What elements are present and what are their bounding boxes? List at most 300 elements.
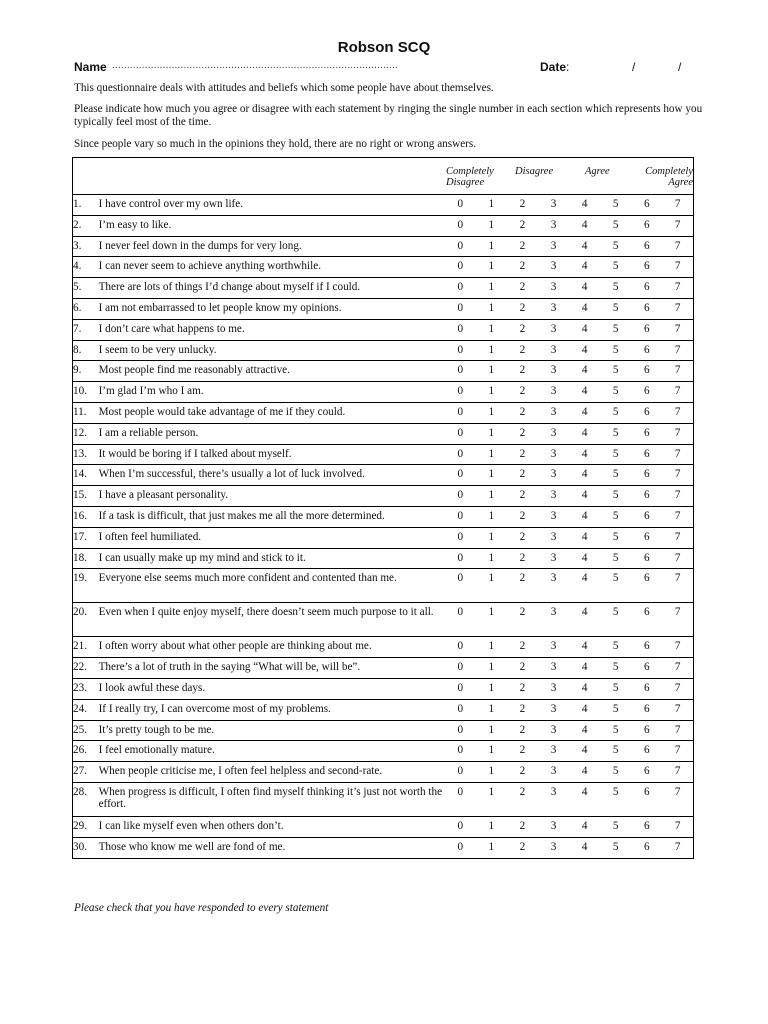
rating-option-3[interactable]: 3: [538, 816, 569, 837]
rating-option-5[interactable]: 5: [600, 816, 631, 837]
rating-option-7[interactable]: 7: [662, 782, 693, 816]
rating-option-3[interactable]: 3: [538, 340, 569, 361]
rating-option-5[interactable]: 5: [600, 423, 631, 444]
item-number: 28.: [73, 782, 99, 816]
rating-option-5[interactable]: 5: [600, 678, 631, 699]
rating-option-7[interactable]: 7: [662, 340, 693, 361]
rating-option-6[interactable]: 6: [631, 278, 662, 299]
rating-option-6[interactable]: 6: [631, 382, 662, 403]
rating-option-2[interactable]: 2: [507, 837, 538, 858]
name-label: Name: [74, 60, 107, 74]
item-number: 15.: [73, 486, 99, 507]
rating-option-2[interactable]: 2: [507, 548, 538, 569]
rating-option-4[interactable]: 4: [569, 215, 600, 236]
rating-option-7[interactable]: 7: [662, 361, 693, 382]
rating-option-7[interactable]: 7: [662, 465, 693, 486]
rating-option-0[interactable]: 0: [445, 699, 476, 720]
item-statement: Those who know me well are fond of me.: [99, 837, 445, 858]
rating-option-5[interactable]: 5: [600, 637, 631, 658]
rating-option-0[interactable]: 0: [445, 195, 476, 216]
intro-text-2: Please indicate how much you agree or disagree with each statement by ringing the single number in each section which represents how you typically feel most of the time.: [74, 103, 703, 128]
rating-option-6[interactable]: 6: [631, 782, 662, 816]
rating-option-4[interactable]: 4: [569, 658, 600, 679]
rating-option-7[interactable]: 7: [662, 319, 693, 340]
item-number: 12.: [73, 423, 99, 444]
rating-option-7[interactable]: 7: [662, 215, 693, 236]
rating-option-5[interactable]: 5: [600, 319, 631, 340]
rating-option-3[interactable]: 3: [538, 423, 569, 444]
rating-option-4[interactable]: 4: [569, 762, 600, 783]
rating-option-7[interactable]: 7: [662, 603, 693, 637]
rating-option-1[interactable]: 1: [476, 257, 507, 278]
rating-option-5[interactable]: 5: [600, 382, 631, 403]
rating-option-3[interactable]: 3: [538, 361, 569, 382]
rating-option-2[interactable]: 2: [507, 423, 538, 444]
rating-option-2[interactable]: 2: [507, 720, 538, 741]
rating-option-6[interactable]: 6: [631, 340, 662, 361]
rating-option-4[interactable]: 4: [569, 278, 600, 299]
rating-option-6[interactable]: 6: [631, 444, 662, 465]
rating-option-2[interactable]: 2: [507, 762, 538, 783]
rating-option-2[interactable]: 2: [507, 782, 538, 816]
item-number: 29.: [73, 816, 99, 837]
rating-option-1[interactable]: 1: [476, 603, 507, 637]
rating-option-1[interactable]: 1: [476, 506, 507, 527]
rating-option-7[interactable]: 7: [662, 816, 693, 837]
item-statement: I am not embarrassed to let people know my opinions.: [99, 298, 445, 319]
rating-option-3[interactable]: 3: [538, 319, 569, 340]
rating-option-2[interactable]: 2: [507, 361, 538, 382]
rating-option-6[interactable]: 6: [631, 402, 662, 423]
item-number: 1.: [73, 195, 99, 216]
rating-option-7[interactable]: 7: [662, 298, 693, 319]
rating-option-0[interactable]: 0: [445, 506, 476, 527]
rating-option-4[interactable]: 4: [569, 298, 600, 319]
rating-option-4[interactable]: 4: [569, 340, 600, 361]
rating-option-2[interactable]: 2: [507, 319, 538, 340]
rating-option-1[interactable]: 1: [476, 486, 507, 507]
rating-option-0[interactable]: 0: [445, 298, 476, 319]
rating-option-5[interactable]: 5: [600, 236, 631, 257]
item-statement: Everyone else seems much more confident and contented than me.: [99, 569, 445, 603]
rating-option-2[interactable]: 2: [507, 298, 538, 319]
rating-option-1[interactable]: 1: [476, 402, 507, 423]
rating-option-0[interactable]: 0: [445, 603, 476, 637]
rating-option-0[interactable]: 0: [445, 637, 476, 658]
item-statement: I never feel down in the dumps for very long.: [99, 236, 445, 257]
rating-option-4[interactable]: 4: [569, 444, 600, 465]
item-statement: I’m glad I’m who I am.: [99, 382, 445, 403]
rating-option-5[interactable]: 5: [600, 603, 631, 637]
rating-option-6[interactable]: 6: [631, 816, 662, 837]
rating-option-5[interactable]: 5: [600, 527, 631, 548]
rating-option-7[interactable]: 7: [662, 382, 693, 403]
rating-option-4[interactable]: 4: [569, 837, 600, 858]
table-row: [73, 816, 694, 837]
rating-option-6[interactable]: 6: [631, 603, 662, 637]
name-field[interactable]: ................................................................................................: [112, 60, 398, 71]
rating-option-6[interactable]: 6: [631, 741, 662, 762]
rating-option-4[interactable]: 4: [569, 699, 600, 720]
table-row: [73, 658, 694, 679]
table-row: [73, 298, 694, 319]
rating-option-6[interactable]: 6: [631, 699, 662, 720]
rating-option-3[interactable]: 3: [538, 486, 569, 507]
table-row: [73, 678, 694, 699]
rating-option-7[interactable]: 7: [662, 548, 693, 569]
rating-option-1[interactable]: 1: [476, 298, 507, 319]
rating-option-3[interactable]: 3: [538, 720, 569, 741]
rating-option-5[interactable]: 5: [600, 658, 631, 679]
rating-option-6[interactable]: 6: [631, 195, 662, 216]
item-number: 21.: [73, 637, 99, 658]
rating-option-6[interactable]: 6: [631, 720, 662, 741]
rating-option-7[interactable]: 7: [662, 762, 693, 783]
rating-option-3[interactable]: 3: [538, 548, 569, 569]
rating-option-1[interactable]: 1: [476, 423, 507, 444]
rating-option-0[interactable]: 0: [445, 465, 476, 486]
item-statement: Most people find me reasonably attractive.: [99, 361, 445, 382]
rating-option-0[interactable]: 0: [445, 658, 476, 679]
rating-option-4[interactable]: 4: [569, 361, 600, 382]
rating-option-2[interactable]: 2: [507, 678, 538, 699]
rating-option-6[interactable]: 6: [631, 361, 662, 382]
rating-option-6[interactable]: 6: [631, 569, 662, 603]
rating-option-4[interactable]: 4: [569, 465, 600, 486]
rating-option-1[interactable]: 1: [476, 678, 507, 699]
table-row: [73, 637, 694, 658]
rating-option-7[interactable]: 7: [662, 195, 693, 216]
rating-option-4[interactable]: 4: [569, 257, 600, 278]
rating-option-2[interactable]: 2: [507, 741, 538, 762]
rating-option-3[interactable]: 3: [538, 837, 569, 858]
rating-option-7[interactable]: 7: [662, 402, 693, 423]
rating-option-4[interactable]: 4: [569, 678, 600, 699]
rating-option-3[interactable]: 3: [538, 382, 569, 403]
item-statement: I seem to be very unlucky.: [99, 340, 445, 361]
date-label: Date:: [540, 60, 570, 74]
rating-option-5[interactable]: 5: [600, 402, 631, 423]
rating-option-2[interactable]: 2: [507, 569, 538, 603]
rating-option-2[interactable]: 2: [507, 278, 538, 299]
rating-option-3[interactable]: 3: [538, 699, 569, 720]
rating-option-0[interactable]: 0: [445, 423, 476, 444]
rating-option-3[interactable]: 3: [538, 402, 569, 423]
table-row: [73, 361, 694, 382]
rating-option-1[interactable]: 1: [476, 720, 507, 741]
table-row: [73, 444, 694, 465]
rating-option-3[interactable]: 3: [538, 782, 569, 816]
item-statement: I’m easy to like.: [99, 215, 445, 236]
rating-option-4[interactable]: 4: [569, 548, 600, 569]
rating-option-1[interactable]: 1: [476, 215, 507, 236]
rating-option-2[interactable]: 2: [507, 637, 538, 658]
rating-option-0[interactable]: 0: [445, 782, 476, 816]
rating-option-3[interactable]: 3: [538, 762, 569, 783]
rating-option-7[interactable]: 7: [662, 837, 693, 858]
rating-option-6[interactable]: 6: [631, 548, 662, 569]
rating-option-7[interactable]: 7: [662, 486, 693, 507]
rating-option-3[interactable]: 3: [538, 298, 569, 319]
item-number: 16.: [73, 506, 99, 527]
rating-option-5[interactable]: 5: [600, 486, 631, 507]
rating-option-5[interactable]: 5: [600, 548, 631, 569]
rating-option-5[interactable]: 5: [600, 762, 631, 783]
rating-option-3[interactable]: 3: [538, 569, 569, 603]
rating-option-1[interactable]: 1: [476, 837, 507, 858]
rating-option-2[interactable]: 2: [507, 215, 538, 236]
scale-header-row: [73, 158, 694, 195]
rating-option-2[interactable]: 2: [507, 486, 538, 507]
item-statement: Even when I quite enjoy myself, there doesn’t seem much purpose to it all.: [99, 603, 445, 637]
rating-option-1[interactable]: 1: [476, 319, 507, 340]
rating-option-5[interactable]: 5: [600, 465, 631, 486]
rating-option-0[interactable]: 0: [445, 816, 476, 837]
item-number: 23.: [73, 678, 99, 699]
rating-option-4[interactable]: 4: [569, 506, 600, 527]
rating-option-7[interactable]: 7: [662, 444, 693, 465]
table-row: [73, 195, 694, 216]
rating-option-7[interactable]: 7: [662, 678, 693, 699]
item-number: 18.: [73, 548, 99, 569]
rating-option-4[interactable]: 4: [569, 720, 600, 741]
rating-option-4[interactable]: 4: [569, 382, 600, 403]
name-date-line: [74, 60, 694, 76]
rating-option-5[interactable]: 5: [600, 340, 631, 361]
rating-option-0[interactable]: 0: [445, 278, 476, 299]
item-number: 7.: [73, 319, 99, 340]
rating-option-0[interactable]: 0: [445, 215, 476, 236]
rating-option-0[interactable]: 0: [445, 444, 476, 465]
item-statement: I have a pleasant personality.: [99, 486, 445, 507]
rating-option-7[interactable]: 7: [662, 527, 693, 548]
rating-option-0[interactable]: 0: [445, 569, 476, 603]
rating-option-6[interactable]: 6: [631, 506, 662, 527]
rating-option-3[interactable]: 3: [538, 637, 569, 658]
rating-option-2[interactable]: 2: [507, 527, 538, 548]
rating-option-6[interactable]: 6: [631, 257, 662, 278]
rating-option-0[interactable]: 0: [445, 402, 476, 423]
rating-option-6[interactable]: 6: [631, 423, 662, 444]
rating-option-3[interactable]: 3: [538, 741, 569, 762]
rating-option-1[interactable]: 1: [476, 782, 507, 816]
rating-option-2[interactable]: 2: [507, 340, 538, 361]
rating-option-3[interactable]: 3: [538, 603, 569, 637]
rating-option-6[interactable]: 6: [631, 527, 662, 548]
rating-option-1[interactable]: 1: [476, 195, 507, 216]
rating-option-4[interactable]: 4: [569, 402, 600, 423]
rating-option-7[interactable]: 7: [662, 720, 693, 741]
rating-option-5[interactable]: 5: [600, 699, 631, 720]
rating-option-1[interactable]: 1: [476, 527, 507, 548]
table-row: [73, 762, 694, 783]
rating-option-5[interactable]: 5: [600, 444, 631, 465]
rating-option-1[interactable]: 1: [476, 465, 507, 486]
rating-option-7[interactable]: 7: [662, 423, 693, 444]
rating-option-2[interactable]: 2: [507, 402, 538, 423]
rating-option-7[interactable]: 7: [662, 236, 693, 257]
rating-option-4[interactable]: 4: [569, 741, 600, 762]
rating-option-1[interactable]: 1: [476, 548, 507, 569]
rating-option-1[interactable]: 1: [476, 637, 507, 658]
rating-option-2[interactable]: 2: [507, 699, 538, 720]
rating-option-3[interactable]: 3: [538, 506, 569, 527]
item-number: 27.: [73, 762, 99, 783]
item-statement: I look awful these days.: [99, 678, 445, 699]
rating-option-6[interactable]: 6: [631, 319, 662, 340]
rating-option-5[interactable]: 5: [600, 506, 631, 527]
rating-option-3[interactable]: 3: [538, 658, 569, 679]
rating-option-7[interactable]: 7: [662, 699, 693, 720]
rating-option-6[interactable]: 6: [631, 637, 662, 658]
rating-option-6[interactable]: 6: [631, 298, 662, 319]
rating-option-6[interactable]: 6: [631, 486, 662, 507]
item-statement: I can like myself even when others don’t.: [99, 816, 445, 837]
rating-option-1[interactable]: 1: [476, 278, 507, 299]
rating-option-5[interactable]: 5: [600, 782, 631, 816]
rating-option-4[interactable]: 4: [569, 236, 600, 257]
table-row: [73, 319, 694, 340]
rating-option-0[interactable]: 0: [445, 762, 476, 783]
rating-option-0[interactable]: 0: [445, 257, 476, 278]
rating-option-0[interactable]: 0: [445, 319, 476, 340]
rating-option-5[interactable]: 5: [600, 569, 631, 603]
rating-option-3[interactable]: 3: [538, 195, 569, 216]
table-row: [73, 215, 694, 236]
item-number: 4.: [73, 257, 99, 278]
rating-option-5[interactable]: 5: [600, 741, 631, 762]
rating-option-4[interactable]: 4: [569, 637, 600, 658]
rating-option-4[interactable]: 4: [569, 423, 600, 444]
item-number: 14.: [73, 465, 99, 486]
rating-option-6[interactable]: 6: [631, 465, 662, 486]
rating-option-6[interactable]: 6: [631, 658, 662, 679]
rating-option-0[interactable]: 0: [445, 720, 476, 741]
item-number: 10.: [73, 382, 99, 403]
rating-option-7[interactable]: 7: [662, 658, 693, 679]
rating-option-0[interactable]: 0: [445, 486, 476, 507]
rating-option-0[interactable]: 0: [445, 548, 476, 569]
rating-option-7[interactable]: 7: [662, 637, 693, 658]
rating-option-4[interactable]: 4: [569, 195, 600, 216]
rating-option-3[interactable]: 3: [538, 236, 569, 257]
item-statement: I feel emotionally mature.: [99, 741, 445, 762]
table-row: [73, 423, 694, 444]
rating-option-2[interactable]: 2: [507, 658, 538, 679]
item-number: 11.: [73, 402, 99, 423]
rating-option-7[interactable]: 7: [662, 506, 693, 527]
item-statement: If a task is difficult, that just makes me all the more determined.: [99, 506, 445, 527]
rating-option-6[interactable]: 6: [631, 236, 662, 257]
rating-option-4[interactable]: 4: [569, 486, 600, 507]
rating-option-2[interactable]: 2: [507, 236, 538, 257]
table-row: [73, 382, 694, 403]
rating-option-4[interactable]: 4: [569, 782, 600, 816]
rating-option-0[interactable]: 0: [445, 741, 476, 762]
rating-option-7[interactable]: 7: [662, 741, 693, 762]
rating-option-1[interactable]: 1: [476, 236, 507, 257]
rating-option-2[interactable]: 2: [507, 465, 538, 486]
rating-option-3[interactable]: 3: [538, 465, 569, 486]
table-row: [73, 741, 694, 762]
rating-option-2[interactable]: 2: [507, 816, 538, 837]
rating-option-0[interactable]: 0: [445, 340, 476, 361]
rating-option-5[interactable]: 5: [600, 215, 631, 236]
rating-option-0[interactable]: 0: [445, 382, 476, 403]
rating-option-4[interactable]: 4: [569, 527, 600, 548]
rating-option-2[interactable]: 2: [507, 603, 538, 637]
rating-option-0[interactable]: 0: [445, 236, 476, 257]
rating-option-7[interactable]: 7: [662, 257, 693, 278]
rating-option-1[interactable]: 1: [476, 699, 507, 720]
rating-option-1[interactable]: 1: [476, 340, 507, 361]
rating-option-5[interactable]: 5: [600, 298, 631, 319]
rating-option-0[interactable]: 0: [445, 678, 476, 699]
rating-option-6[interactable]: 6: [631, 762, 662, 783]
rating-option-1[interactable]: 1: [476, 444, 507, 465]
item-statement: I am a reliable person.: [99, 423, 445, 444]
rating-option-4[interactable]: 4: [569, 569, 600, 603]
rating-option-6[interactable]: 6: [631, 215, 662, 236]
rating-option-3[interactable]: 3: [538, 678, 569, 699]
item-number: 20.: [73, 603, 99, 637]
item-statement: I can never seem to achieve anything worthwhile.: [99, 257, 445, 278]
rating-option-0[interactable]: 0: [445, 837, 476, 858]
rating-option-1[interactable]: 1: [476, 658, 507, 679]
rating-option-1[interactable]: 1: [476, 816, 507, 837]
rating-option-3[interactable]: 3: [538, 257, 569, 278]
table-row: [73, 257, 694, 278]
rating-option-7[interactable]: 7: [662, 569, 693, 603]
table-row: [73, 720, 694, 741]
rating-option-3[interactable]: 3: [538, 278, 569, 299]
rating-option-5[interactable]: 5: [600, 720, 631, 741]
rating-option-2[interactable]: 2: [507, 257, 538, 278]
rating-option-0[interactable]: 0: [445, 527, 476, 548]
rating-option-4[interactable]: 4: [569, 816, 600, 837]
rating-option-2[interactable]: 2: [507, 444, 538, 465]
rating-option-6[interactable]: 6: [631, 678, 662, 699]
rating-option-5[interactable]: 5: [600, 195, 631, 216]
rating-option-5[interactable]: 5: [600, 257, 631, 278]
rating-option-5[interactable]: 5: [600, 361, 631, 382]
item-statement: I can usually make up my mind and stick to it.: [99, 548, 445, 569]
rating-option-7[interactable]: 7: [662, 278, 693, 299]
rating-option-2[interactable]: 2: [507, 506, 538, 527]
rating-option-1[interactable]: 1: [476, 361, 507, 382]
rating-option-3[interactable]: 3: [538, 527, 569, 548]
rating-option-1[interactable]: 1: [476, 569, 507, 603]
page-title: Robson SCQ: [337, 39, 431, 56]
table-row: [73, 569, 694, 603]
rating-option-2[interactable]: 2: [507, 195, 538, 216]
rating-option-2[interactable]: 2: [507, 382, 538, 403]
rating-option-5[interactable]: 5: [600, 837, 631, 858]
rating-option-0[interactable]: 0: [445, 361, 476, 382]
rating-option-6[interactable]: 6: [631, 837, 662, 858]
rating-option-3[interactable]: 3: [538, 444, 569, 465]
rating-option-4[interactable]: 4: [569, 603, 600, 637]
rating-option-1[interactable]: 1: [476, 382, 507, 403]
rating-option-4[interactable]: 4: [569, 319, 600, 340]
rating-option-5[interactable]: 5: [600, 278, 631, 299]
rating-option-1[interactable]: 1: [476, 741, 507, 762]
item-statement: Most people would take advantage of me if they could.: [99, 402, 445, 423]
rating-option-3[interactable]: 3: [538, 215, 569, 236]
item-number: 9.: [73, 361, 99, 382]
item-number: 3.: [73, 236, 99, 257]
rating-option-1[interactable]: 1: [476, 762, 507, 783]
